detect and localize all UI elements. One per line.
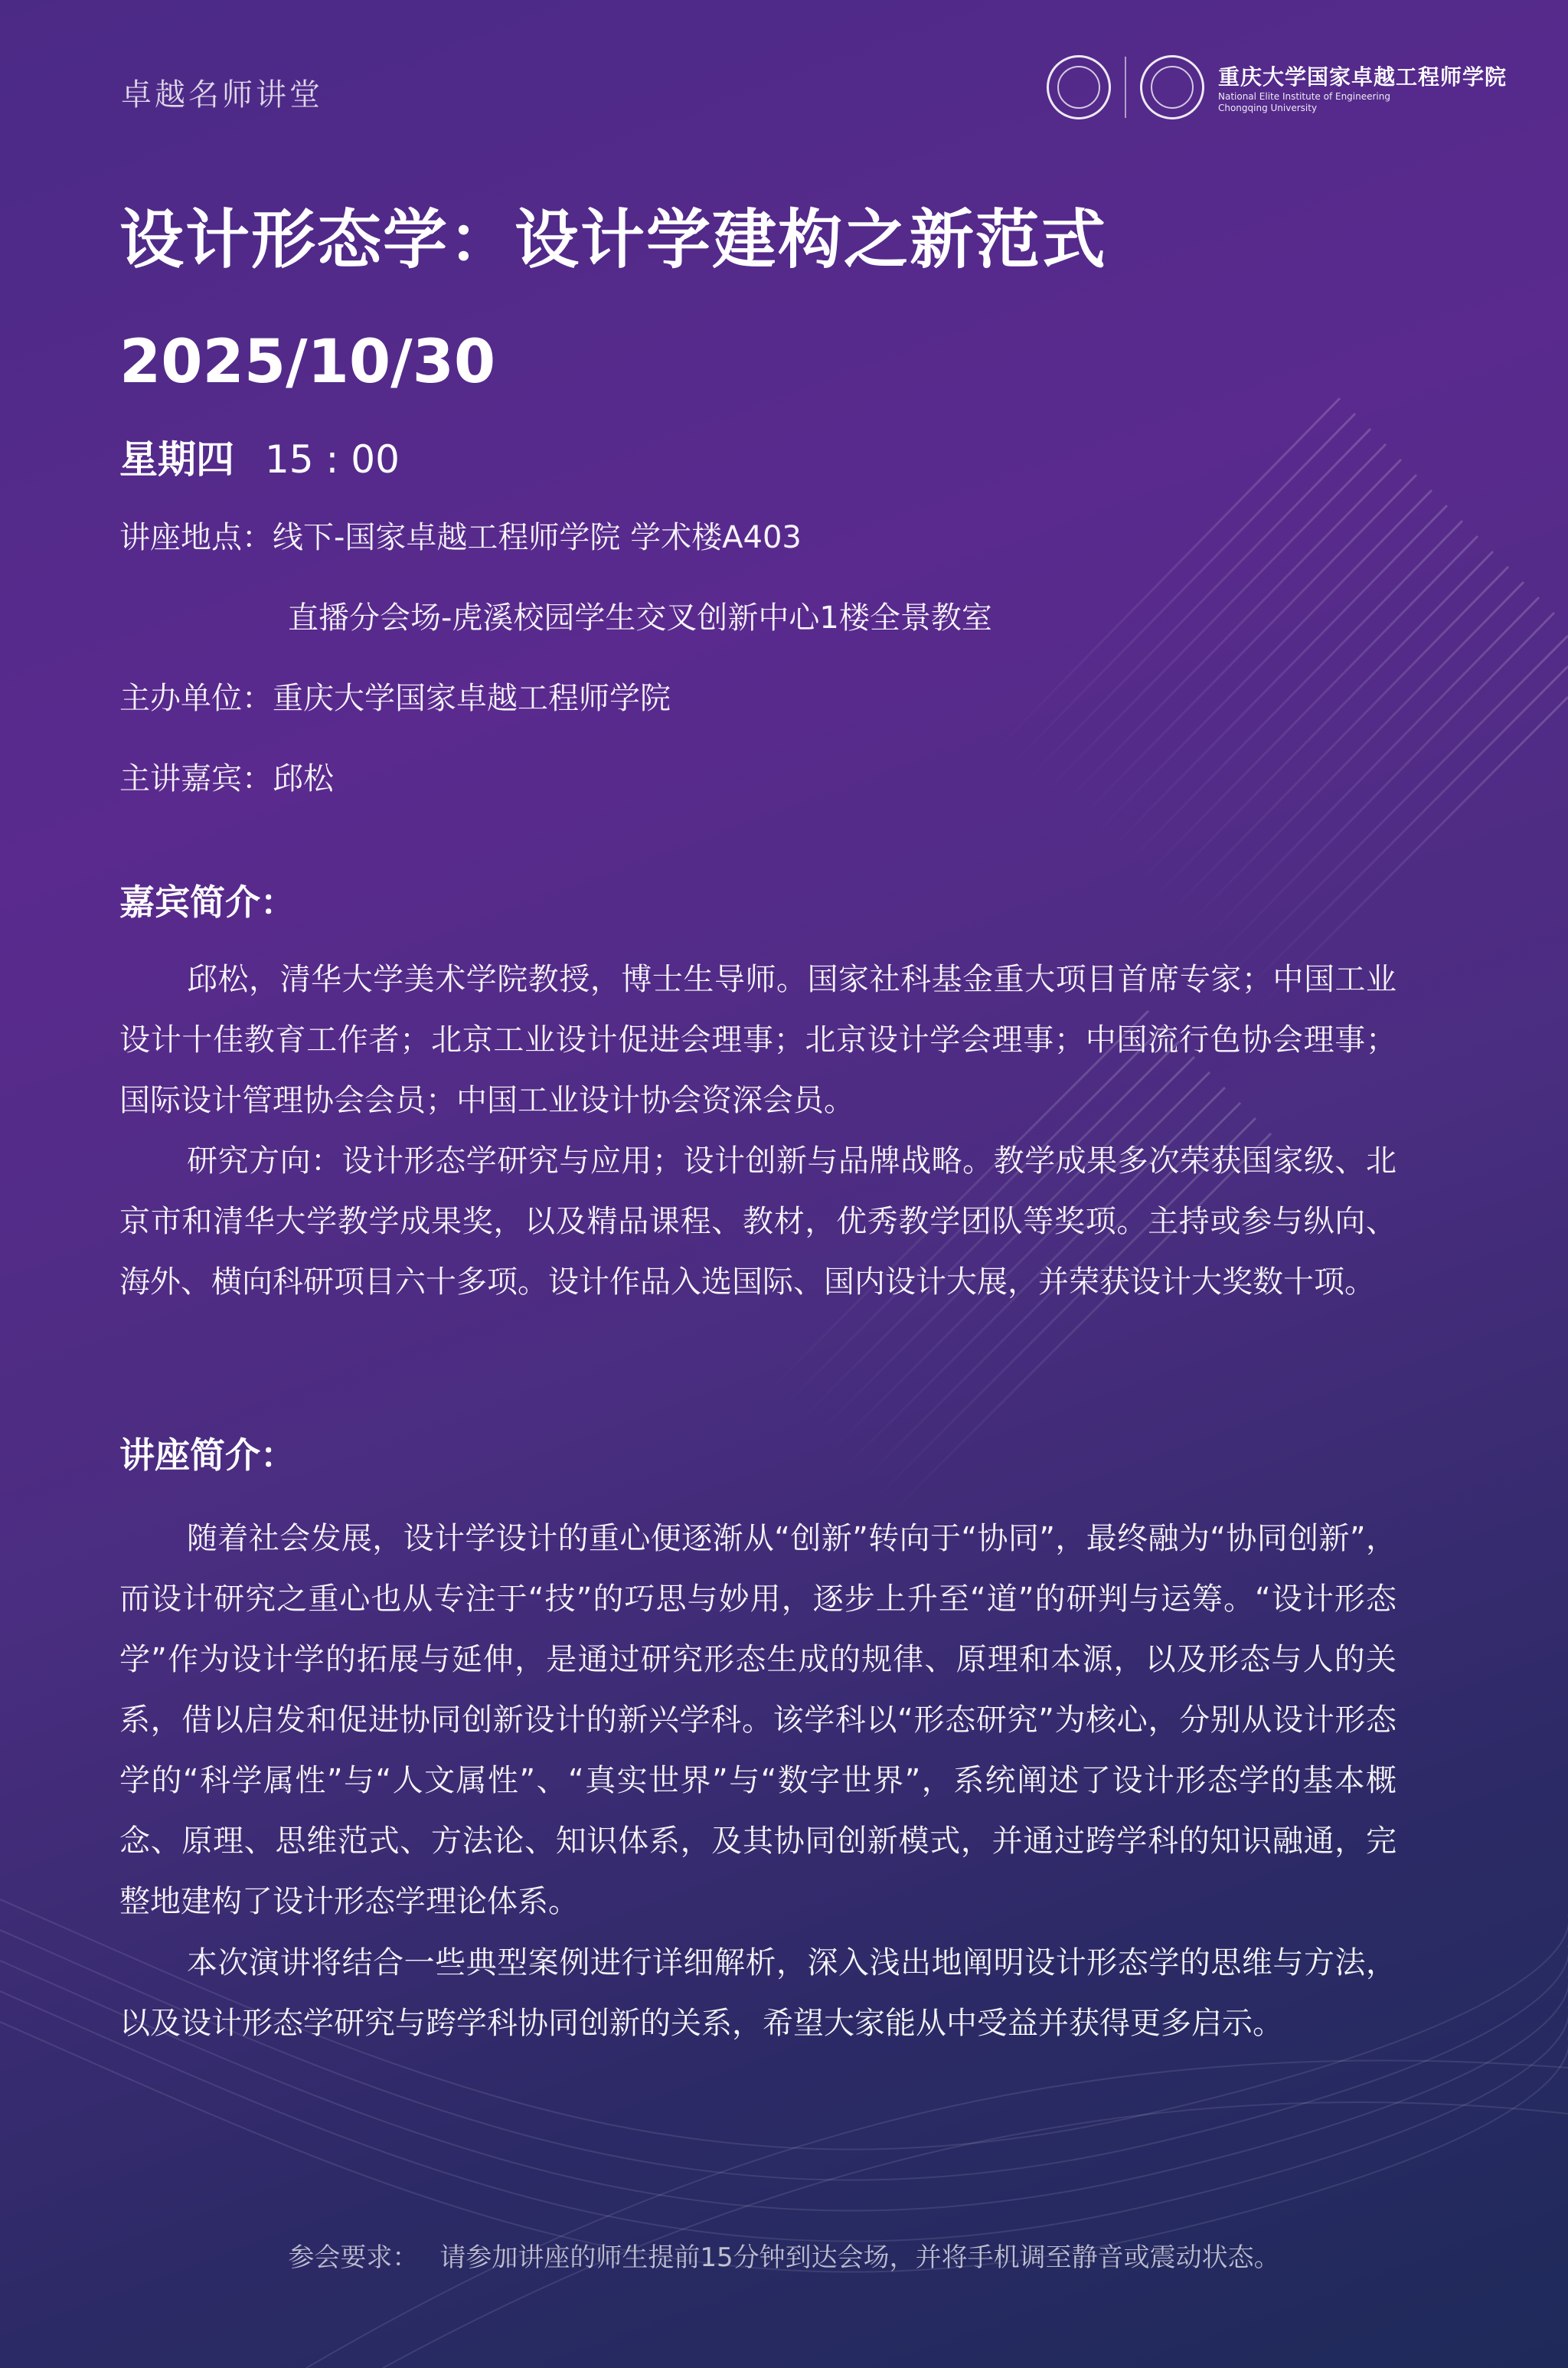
speaker-row xyxy=(119,754,334,798)
lecture-weekday: 星期四 xyxy=(119,437,234,482)
speaker-label: 主讲嘉宾： xyxy=(119,761,273,796)
venue-row xyxy=(119,513,802,557)
institute-seal-icon xyxy=(1140,55,1204,119)
institute-name-en-line1: National Elite Institute of Engineering xyxy=(1217,91,1390,102)
series-label: 卓越名师讲堂 xyxy=(121,77,323,113)
lecture-intro-paragraph-1: 随着社会发展，设计学设计的重心便逐渐从“创新”转向于“协同”，最终融为“协同创新”，而设计研究之重心也从专注于“技”的巧思与妙用，逐步上升至“道”的研判与运筹。“设计形态学”作为设计学的拓展与延伸，是通过研究形态生成的规律、原理和本源，以及形态与人的关系，借以启发和促进协同创新设计的新兴学科。该学科以“形态研究”为核心，分别从设计形态学的“科学属性”与“人文属性”、“真实世界”与“数字世界”，系统阐述了设计形态学的基本概念、原理、思维范式、方法论、知识体系，及其协同创新模式，并通过跨学科的知识融通，完整地建构了设计形态学理论体系。 xyxy=(119,1521,1396,1919)
venue-main: 线下-国家卓越工程师学院 学术楼A403 xyxy=(273,520,802,555)
lecture-title: 设计形态学：设计学建构之新范式 xyxy=(119,202,1108,277)
attendance-notice-label: 参会要求： xyxy=(288,2242,419,2273)
guest-intro-paragraph-2: 研究方向：设计形态学研究与应用；设计创新与品牌战略。教学成果多次荣获国家级、北京市和清华大学教学成果奖，以及精品课程、教材，优秀教学团队等奖项。主持或参与纵向、海外、横向科研项目六十多项。设计作品入选国际、国内设计大展，并荣获设计大奖数十项。 xyxy=(119,1143,1396,1300)
logo-divider xyxy=(1125,57,1126,118)
institute-name-cn: 重庆大学国家卓越工程师学院 xyxy=(1217,64,1507,90)
lecture-intro-heading: 讲座简介： xyxy=(119,1434,296,1476)
institution-logos xyxy=(1047,55,1507,119)
venue-live: 直播分会场-虎溪校园学生交叉创新中心1楼全景教室 xyxy=(288,600,992,636)
lecture-date: 2025/10/30 xyxy=(119,328,496,397)
venue-live-row xyxy=(288,594,992,637)
venue-label: 讲座地点： xyxy=(119,520,273,555)
host-label: 主办单位： xyxy=(119,681,273,716)
guest-intro-heading: 嘉宾简介： xyxy=(119,881,296,923)
host-value: 重庆大学国家卓越工程师学院 xyxy=(273,681,671,716)
lecture-time-row xyxy=(119,429,400,484)
host-row xyxy=(119,674,671,718)
speaker-value: 邱松 xyxy=(273,761,334,796)
guest-intro-paragraph-1: 邱松，清华大学美术学院教授，博士生导师。国家社科基金重大项目首席专家；中国工业设计十佳教育工作者；北京工业设计促进会理事；北京设计学会理事；中国流行色协会理事；国际设计管理协会会员；中国工业设计协会资深会员。 xyxy=(119,962,1396,1118)
lecture-intro-paragraph-2: 本次演讲将结合一些典型案例进行详细解析，深入浅出地阐明设计形态学的思维与方法，以及设计形态学研究与跨学科协同创新的关系，希望大家能从中受益并获得更多启示。 xyxy=(119,1945,1396,2041)
lecture-time: 15 : 00 xyxy=(265,437,400,482)
institute-name xyxy=(1218,61,1507,114)
university-seal-icon xyxy=(1047,55,1111,119)
attendance-notice-text: 请参加讲座的师生提前15分钟到达会场，并将手机调至静音或震动状态。 xyxy=(439,2242,1280,2273)
attendance-notice xyxy=(0,2236,1568,2274)
institute-name-en-line2: Chongqing University xyxy=(1217,103,1318,113)
